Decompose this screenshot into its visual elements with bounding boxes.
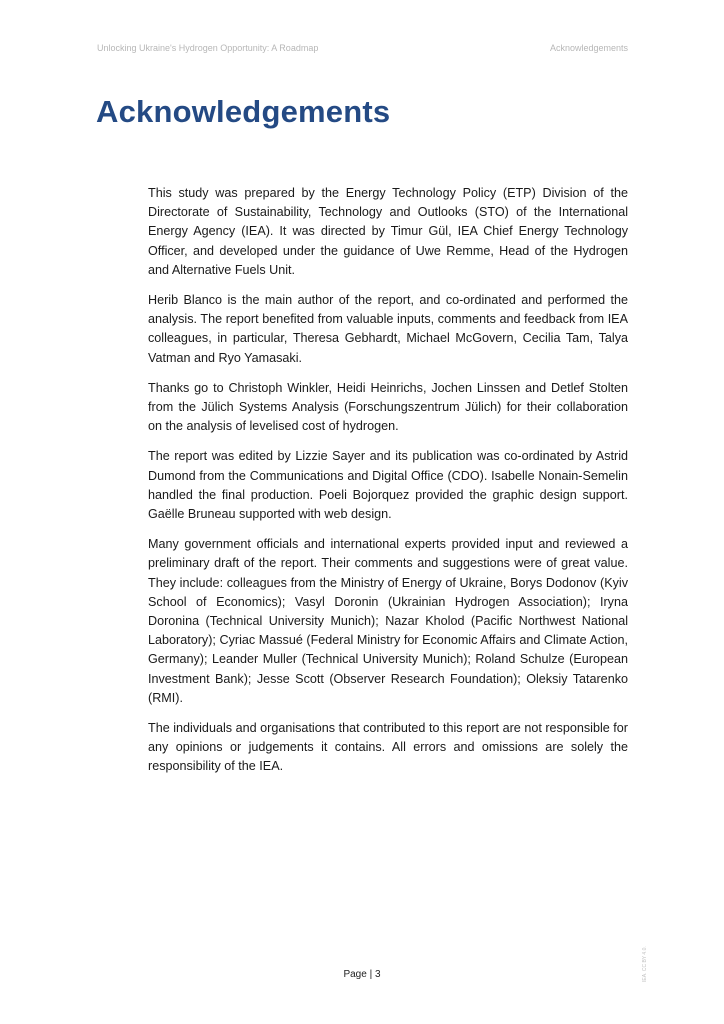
running-header-section: Acknowledgements	[549, 43, 628, 53]
paragraph-reviewers: Many government officials and international experts provided input and reviewed a preliminary draft of the report. Their comments and suggestions were of great value. They include: colleagues from the Ministry of Energy of Ukraine, Borys Dodonov (Kyiv School of Economics); Vasyl Doronin (Ukrainian Hydrogen Association); Iryna Doronina (Technical University Munich); Nazar Kholod (Pacific Northwest National Laboratory); Cyriac Massué (Federal Ministry for Economic Affairs and Climate Action, Germany); Leander Muller (Technical University Munich); Roland Schulze (European Investment Bank); Jesse Scott (Observer Research Foundation); Oleksiy Tatarenko (RMI).	[148, 537, 628, 705]
license-stamp: IEA. CC BY 4.0.	[642, 946, 648, 982]
paragraph-thanks-julich: Thanks go to Christoph Winkler, Heidi Heinrichs, Jochen Linssen and Detlef Stolten from the Jülich Systems Analysis (Forschungszentrum Jülich) for their collaboration on the analysis of levelised cost of hydrogen.	[148, 380, 628, 434]
running-header-title: Unlocking Ukraine's Hydrogen Opportunity: A Roadmap	[97, 43, 319, 53]
paragraph-study-prepared: This study was prepared by the Energy Technology Policy (ETP) Division of the Directorate of Sustainability, Technology and Outlooks (STO) of the International Energy Agency (IEA). It was directed by Timur Gül, IEA Chief Energy Technology Officer, and developed under the guidance of Uwe Remme, Head of the Hydrogen and Alternative Fuels Unit.	[148, 186, 628, 277]
page-title: Acknowledgements	[96, 94, 391, 129]
paragraph-main-author: Herib Blanco is the main author of the report, and co-ordinated and performed the analysis. The report benefited from valuable inputs, comments and feedback from IEA colleagues, in particular, Theresa Gebhardt, Michael McGovern, Cecilia Tam, Talya Vatman and Ryo Yamasaki.	[148, 293, 628, 365]
body-text	[148, 184, 628, 788]
paragraph-disclaimer: The individuals and organisations that contributed to this report are not responsible for any opinions or judgements it contains. All errors and omissions are solely the responsibility of the IEA.	[148, 721, 628, 774]
page-number: Page | 3	[343, 969, 381, 980]
paragraph-editing-production: The report was edited by Lizzie Sayer and its publication was co-ordinated by Astrid Dumond from the Communications and Digital Office (CDO). Isabelle Nonain-Semelin handled the final production. Poeli Bojorquez provided the graphic design support. Gaëlle Bruneau supported with web design.	[148, 449, 628, 522]
